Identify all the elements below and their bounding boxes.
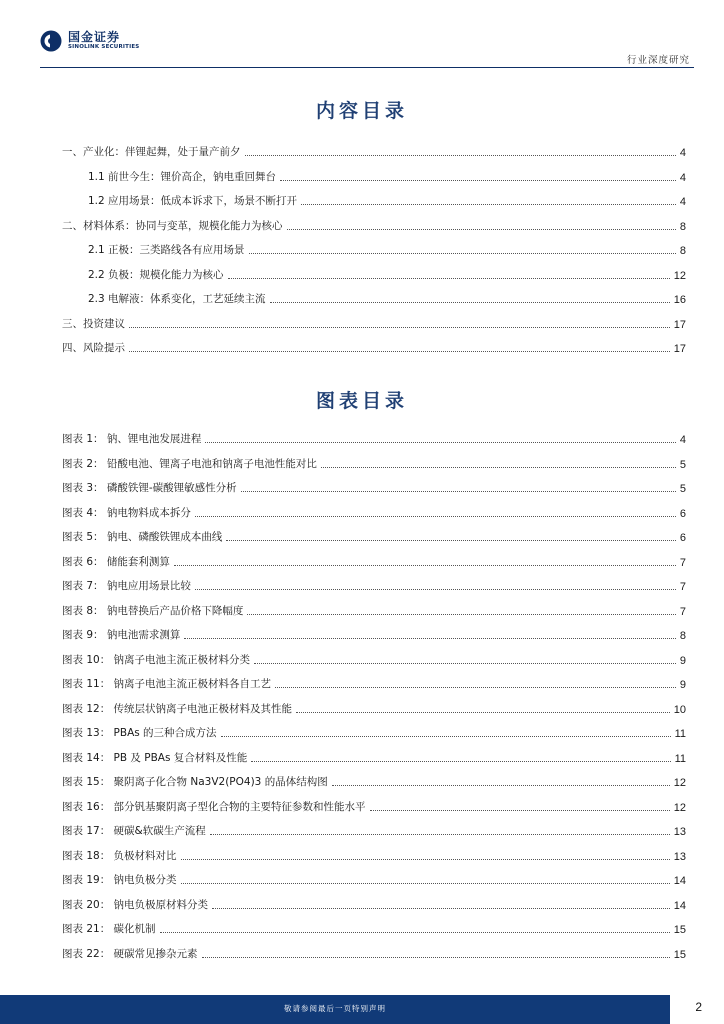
contents-entry[interactable]	[88, 168, 686, 184]
contents-entry-label: 1.2 应用场景：低成本诉求下，场景不断打开	[88, 195, 298, 207]
figure-entry[interactable]	[62, 430, 686, 446]
company-logo	[40, 30, 139, 52]
dot-leader	[280, 180, 676, 181]
dot-leader	[321, 467, 676, 468]
figure-entry-label: 图表 12： 传统层状钠离子电池正极材料及其性能	[62, 702, 293, 715]
figure-entry-page: 7	[679, 556, 686, 569]
figure-entry-label: 图表 20： 钠电负极原材料分类	[62, 898, 209, 911]
dot-leader	[181, 883, 670, 884]
figure-entry[interactable]	[62, 896, 686, 912]
figure-entry-page: 8	[679, 630, 686, 642]
figure-entry[interactable]	[62, 577, 686, 593]
figure-entry[interactable]	[62, 528, 686, 544]
figure-entry-label: 图表 13： PBAs 的三种合成方法	[62, 727, 217, 739]
contents-entry-page: 8	[679, 220, 686, 233]
dot-leader	[228, 278, 670, 279]
contents-entry[interactable]	[88, 266, 686, 282]
figure-entry-label: 图表 8： 钠电替换后产品价格下降幅度	[62, 604, 244, 617]
figure-entry-label: 图表 5： 钠电、磷酸铁锂成本曲线	[62, 531, 223, 543]
dot-leader	[160, 932, 670, 933]
dot-leader	[195, 589, 676, 590]
figure-entry-page: 5	[679, 483, 686, 495]
dot-leader	[241, 491, 676, 492]
figure-entry[interactable]	[62, 455, 686, 471]
contents-entry-page: 17	[673, 343, 686, 355]
figure-entry[interactable]	[62, 749, 686, 765]
contents-entry-page: 4	[679, 196, 686, 208]
figure-entry-label: 图表 14： PB 及 PBAs 复合材料及性能	[62, 751, 248, 764]
dot-leader	[202, 957, 670, 958]
figure-entry-page: 11	[674, 728, 686, 740]
contents-entry-label: 2.3 电解液：体系变化，工艺延续主流	[88, 293, 266, 305]
figure-entry-page: 4	[679, 434, 686, 446]
figure-entry-label: 图表 11： 钠离子电池主流正极材料各自工艺	[62, 678, 272, 690]
contents-entry[interactable]	[62, 217, 686, 233]
figure-entry-page: 10	[673, 703, 686, 716]
dot-leader	[245, 155, 676, 156]
figure-entry-label: 图表 9： 钠电池需求测算	[62, 629, 181, 641]
figure-entry-page: 6	[679, 532, 686, 544]
figure-entry-page: 9	[679, 654, 686, 667]
figure-entry[interactable]	[62, 602, 686, 618]
figure-entry[interactable]	[62, 945, 686, 961]
dot-leader	[251, 761, 670, 762]
dot-leader	[287, 229, 676, 230]
figure-entry[interactable]	[62, 798, 686, 814]
figure-entry-label: 图表 16： 部分钒基聚阴离子型化合物的主要特征参数和性能水平	[62, 800, 366, 813]
contents-entry-page: 4	[679, 171, 686, 184]
figure-entry[interactable]	[62, 724, 686, 740]
figure-entry-label: 图表 19： 钠电负极分类	[62, 874, 177, 886]
figure-entry-page: 13	[673, 850, 686, 863]
contents-entry-page: 8	[679, 245, 686, 257]
figure-entry[interactable]	[62, 504, 686, 520]
figure-entry-label: 图表 10： 钠离子电池主流正极材料分类	[62, 653, 251, 666]
figure-entry-label: 图表 18： 负极材料对比	[62, 849, 177, 862]
contents-entry[interactable]	[88, 290, 686, 306]
contents-entry-page: 4	[679, 147, 686, 159]
contents-entry-page: 16	[673, 294, 686, 306]
dot-leader	[296, 712, 670, 713]
dot-leader	[181, 859, 670, 860]
contents-entry-label: 2.2 负极：规模化能力为核心	[88, 268, 224, 281]
dot-leader	[205, 442, 676, 443]
dot-leader	[332, 785, 670, 786]
figure-entry-label: 图表 6： 储能套利测算	[62, 555, 170, 568]
figure-entry[interactable]	[62, 822, 686, 838]
figure-entry-page: 7	[679, 581, 686, 593]
dot-leader	[254, 663, 676, 664]
dot-leader	[184, 638, 676, 639]
figure-entry-page: 5	[679, 458, 686, 471]
dot-leader	[370, 810, 670, 811]
figure-entry-page: 7	[679, 605, 686, 618]
dot-leader	[301, 204, 676, 205]
figure-entry-label: 图表 2： 铅酸电池、锂离子电池和钠离子电池性能对比	[62, 457, 317, 470]
header-divider	[40, 67, 694, 68]
figure-entry-page: 12	[673, 801, 686, 814]
figure-entry[interactable]	[62, 871, 686, 887]
logo-english-name: SINOLINK SECURITIES	[68, 44, 140, 50]
contents-entry-page: 17	[673, 318, 686, 331]
contents-entry-page: 12	[673, 269, 686, 282]
figure-entry-page: 9	[679, 679, 686, 691]
figure-entry-page: 14	[673, 875, 686, 887]
figure-entry[interactable]	[62, 675, 686, 691]
dot-leader	[129, 351, 670, 352]
figure-entry[interactable]	[62, 700, 686, 716]
figure-entry-label: 图表 21： 碳化机制	[62, 923, 156, 935]
contents-entry[interactable]	[88, 241, 686, 257]
figure-entry-page: 6	[679, 507, 686, 520]
dot-leader	[210, 834, 670, 835]
figure-entry-page: 12	[673, 777, 686, 789]
contents-entry-label: 1.1 前世今生：锂价高企，钠电重回舞台	[88, 170, 277, 183]
page-number: 2	[695, 1000, 702, 1014]
dot-leader	[221, 736, 671, 737]
contents-entry[interactable]	[88, 192, 686, 208]
dot-leader	[195, 516, 676, 517]
contents-entry-label: 一、产业化：伴锂起舞，处于量产前夕	[62, 146, 241, 158]
logo-mark-icon	[40, 30, 62, 52]
figure-entry-label: 图表 22： 硬碳常见掺杂元素	[62, 947, 198, 960]
contents-entry[interactable]	[62, 339, 686, 355]
figures-title: 图表目录	[315, 390, 408, 412]
figure-entry-page: 11	[674, 752, 686, 765]
figure-entry-page: 15	[673, 948, 686, 961]
figure-entry-label: 图表 15： 聚阴离子化合物 Na3V2(PO4)3 的晶体结构图	[62, 776, 328, 788]
logo-chinese-name: 国金证券	[68, 30, 121, 44]
footer-disclaimer: 敬请参阅最后一页特别声明	[284, 1004, 386, 1013]
dot-leader	[247, 614, 676, 615]
dot-leader	[249, 253, 676, 254]
contents-entry-label: 2.1 正极：三类路线各有应用场景	[88, 244, 245, 256]
contents-entry-label: 四、风险提示	[62, 342, 125, 354]
dot-leader	[275, 687, 676, 688]
contents-entry-label: 三、投资建议	[62, 317, 125, 330]
figure-entry[interactable]	[62, 920, 686, 936]
figure-entry-page: 14	[673, 899, 686, 912]
figure-entry-label: 图表 7： 钠电应用场景比较	[62, 580, 191, 592]
figure-entry[interactable]	[62, 773, 686, 789]
figure-entry[interactable]	[62, 651, 686, 667]
figure-entry-page: 13	[673, 826, 686, 838]
contents-entry-label: 二、材料体系：协同与变革，规模化能力为核心	[62, 219, 283, 232]
contents-entry[interactable]	[62, 315, 686, 331]
dot-leader	[174, 565, 676, 566]
figure-entry[interactable]	[62, 479, 686, 495]
dot-leader	[129, 327, 670, 328]
figure-entry-label: 图表 3： 磷酸铁锂-碳酸锂敏感性分析	[62, 482, 237, 494]
page-header	[0, 0, 724, 70]
figure-entry[interactable]	[62, 626, 686, 642]
contents-title: 内容目录	[315, 100, 408, 122]
figure-entry-label: 图表 1： 钠、锂电池发展进程	[62, 433, 202, 445]
figure-entry[interactable]	[62, 847, 686, 863]
figure-entry-label: 图表 17： 硬碳&软碳生产流程	[62, 825, 206, 837]
dot-leader	[270, 302, 670, 303]
report-category: 行业深度研究	[626, 55, 690, 66]
figure-entry-page: 15	[673, 924, 686, 936]
dot-leader	[212, 908, 670, 909]
contents-entry[interactable]	[62, 143, 686, 159]
dot-leader	[226, 540, 676, 541]
figure-entry-label: 图表 4： 钠电物料成本拆分	[62, 506, 191, 519]
figure-entry[interactable]	[62, 553, 686, 569]
